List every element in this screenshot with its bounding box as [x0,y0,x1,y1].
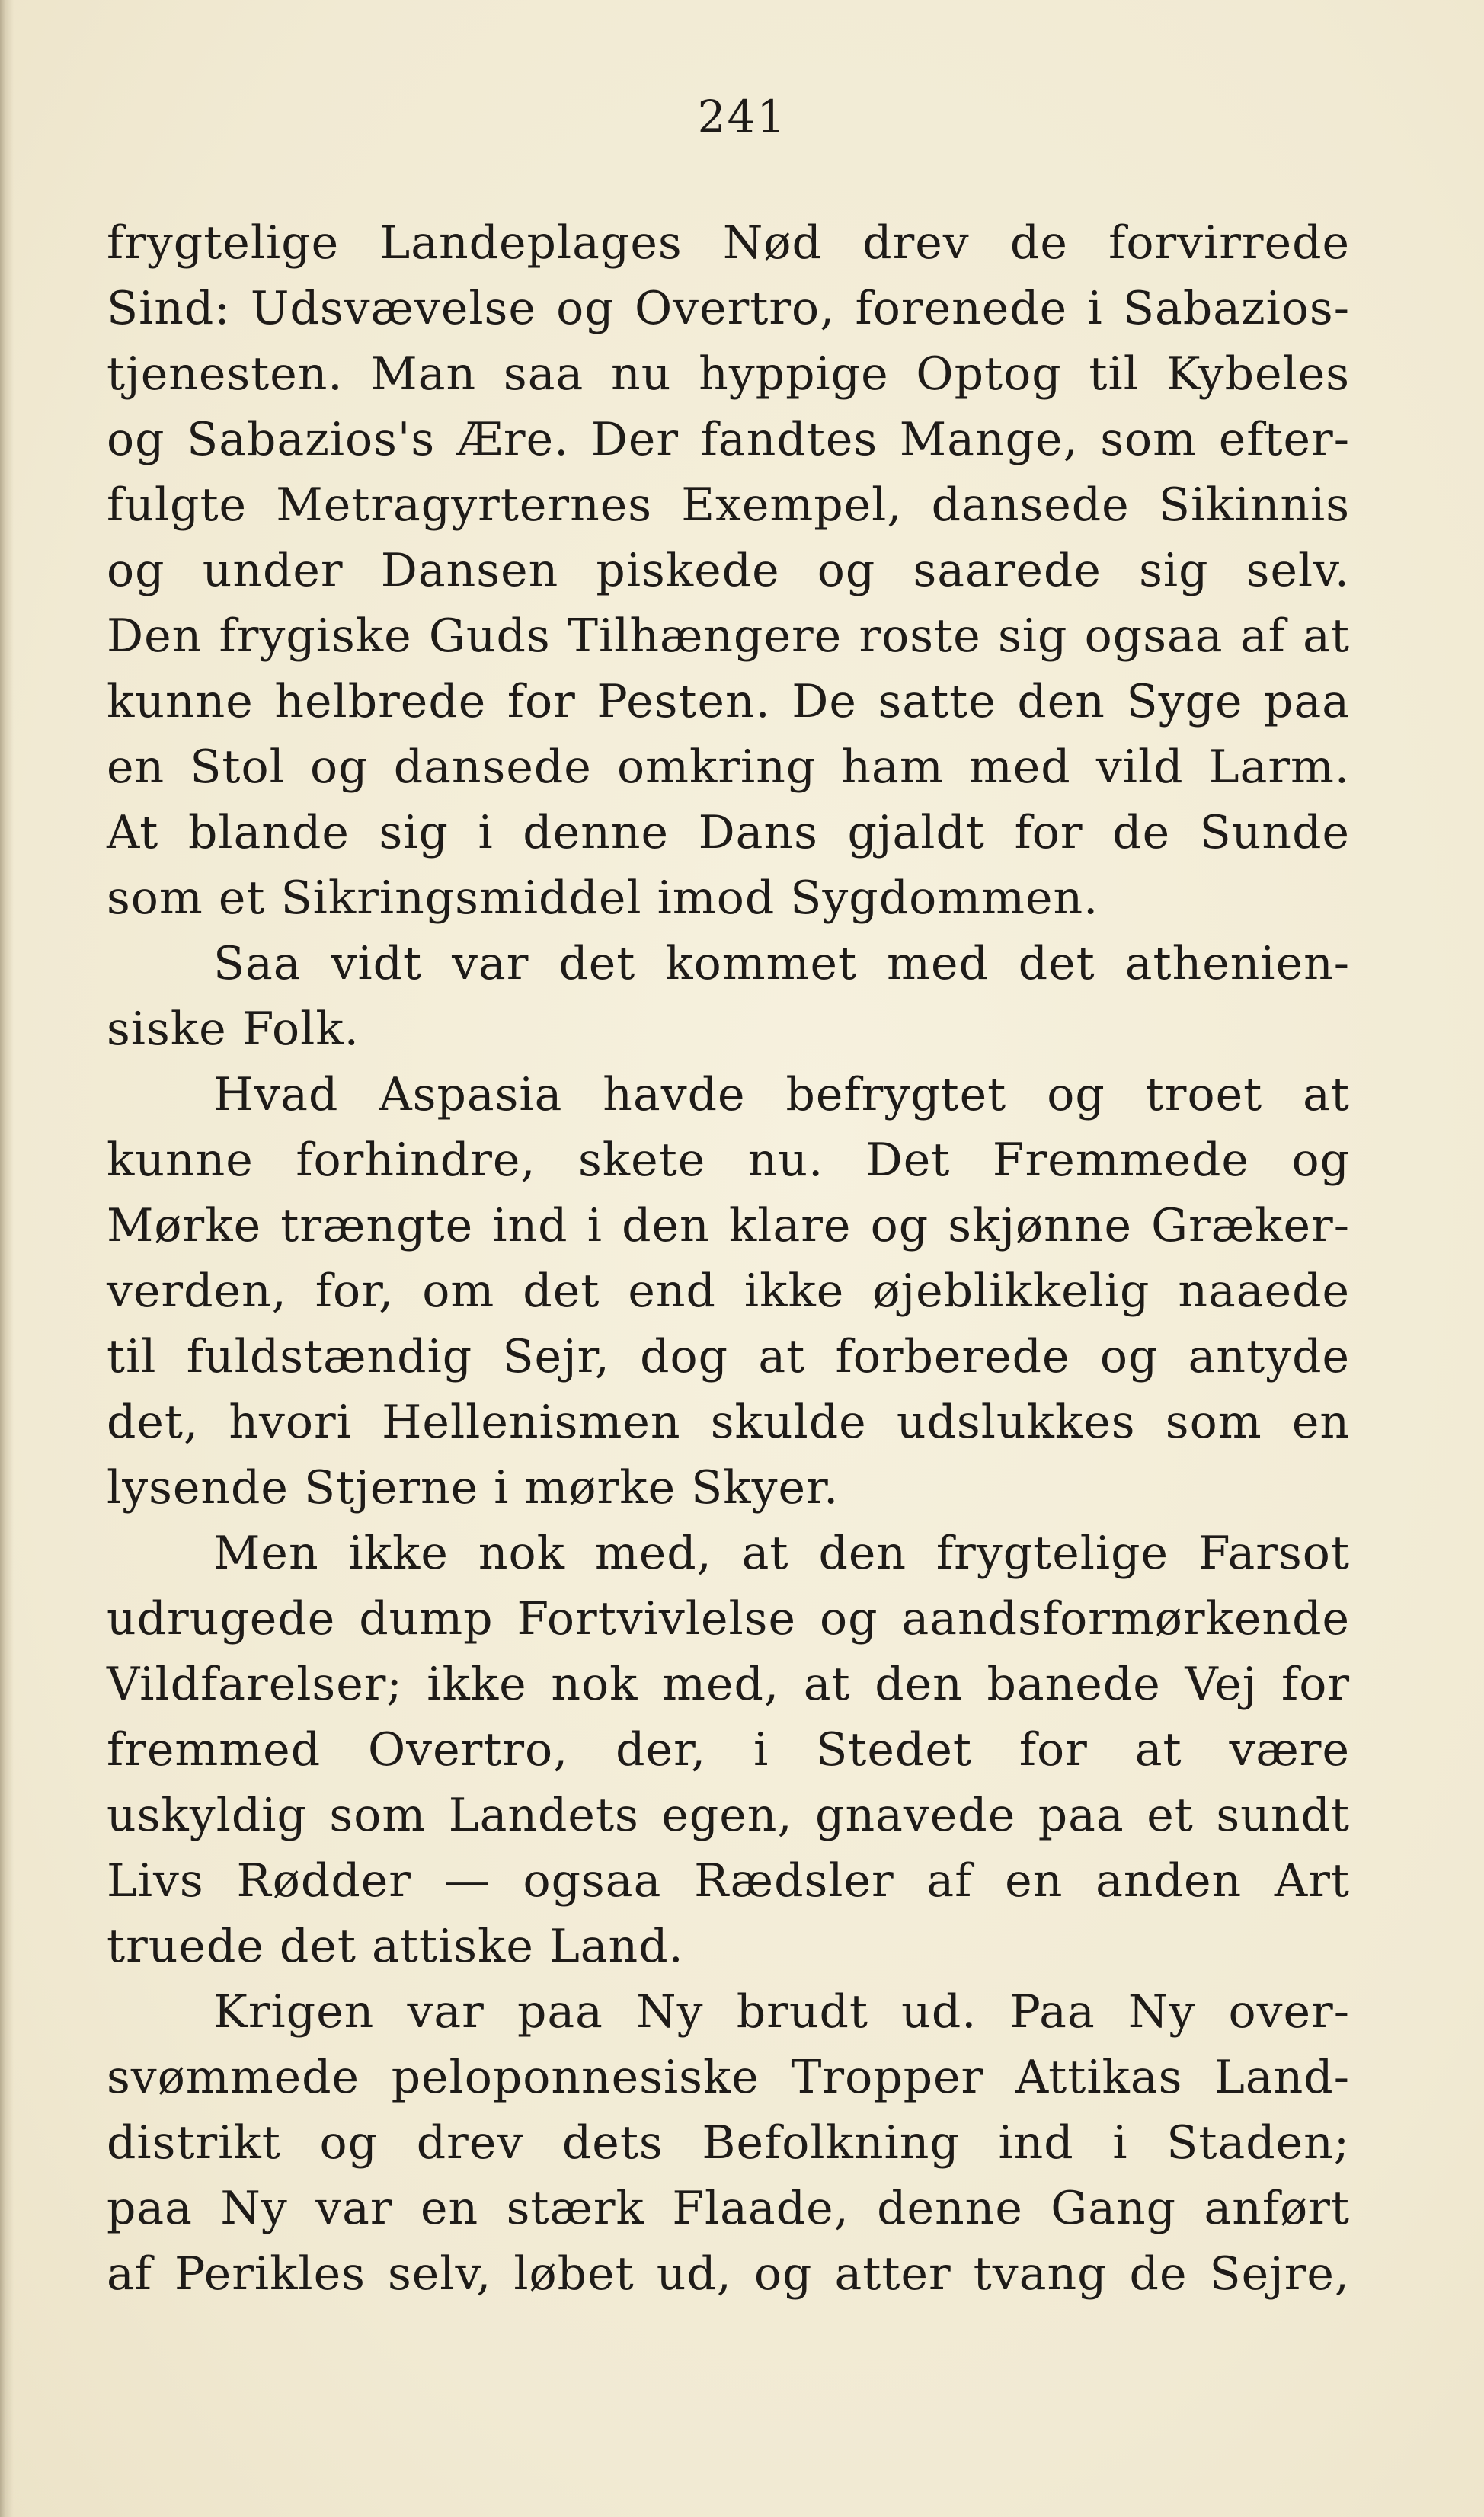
text-line: kunne helbrede for Pesten. De satte den Syge paa [107,675,1350,728]
text-line: og Sabazios's Ære. Der fandtes Mange, som efter- [107,413,1350,466]
text-line: af Perikles selv, løbet ud, og atter tvang de Sejre, [107,2247,1350,2301]
text-line: distrikt og drev dets Befolkning ind i Staden; [107,2116,1350,2170]
text-line: uskyldig som Landets egen, gnavede paa et sundt [107,1789,1350,1842]
text-line: som et Sikringsmiddel imod Sygdommen. [107,872,1099,925]
text-line: fulgte Metragyrternes Exempel, dansede Sikinnis [107,478,1350,532]
text-line: paa Ny var en stærk Flaade, denne Gang anført [107,2182,1350,2235]
text-line: Krigen var paa Ny brudt ud. Paa Ny over- [213,1985,1350,2039]
text-line: svømmede peloponnesiske Tropper Attikas Land- [107,2051,1350,2104]
text-line: Mørke trængte ind i den klare og skjønne Græker- [107,1199,1350,1252]
text-line: Hvad Aspasia havde befrygtet og troet at [213,1068,1350,1121]
page-edge [0,0,14,2517]
text-line: verden, for, om det end ikke øjeblikkelig naaede [107,1265,1350,1318]
text-line: tjenesten. Man saa nu hyppige Optog til Kybeles [107,347,1350,401]
text-line: en Stol og dansede omkring ham med vild Larm. [107,740,1350,794]
text-line: lysende Stjerne i mørke Skyer. [107,1461,840,1514]
text-line: siske Folk. [107,1003,360,1056]
text-line: udrugede dump Fortvivlelse og aandsformørkende [107,1592,1350,1645]
text-line: Men ikke nok med, at den frygtelige Farsot [213,1527,1350,1580]
body-text [107,210,1350,2307]
page-number: 241 [697,91,787,142]
text-line: til fuldstændig Sejr, dog at forberede og antyde [107,1330,1350,1383]
text-line: truede det attiske Land. [107,1920,684,1973]
text-line: det, hvori Hellenismen skulde udslukkes som en [107,1396,1350,1449]
text-line: Sind: Udsvævelse og Overtro, forenede i Sabazios- [107,282,1350,335]
text-line: At blande sig i denne Dans gjaldt for de Sunde [107,806,1350,859]
text-line: Vildfarelser; ikke nok med, at den banede Vej for [107,1658,1350,1711]
text-line: og under Dansen piskede og saarede sig selv. [107,544,1350,597]
text-line: Den frygiske Guds Tilhængere roste sig ogsaa af at [107,609,1350,663]
text-line: kunne forhindre, skete nu. Det Fremmede og [107,1134,1350,1187]
text-line: Livs Rødder — ogsaa Rædsler af en anden Art [107,1854,1350,1908]
text-line: fremmed Overtro, der, i Stedet for at være [107,1723,1350,1777]
text-line: frygtelige Landeplages Nød drev de forvirrede [107,216,1350,270]
text-line: Saa vidt var det kommet med det athenien- [213,937,1350,990]
